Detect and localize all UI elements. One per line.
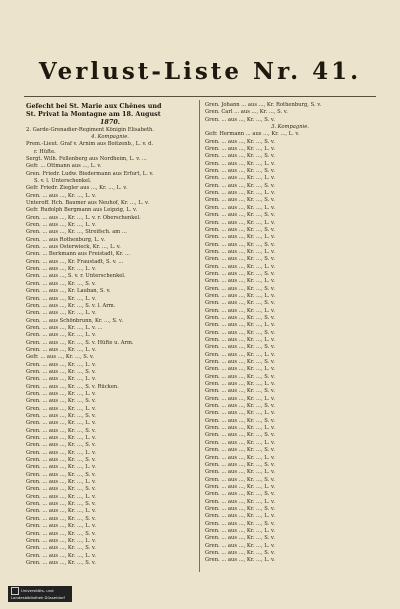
list-entry: Gren. ... aus ..., Kr. ..., S. v. xyxy=(205,256,275,263)
list-entry: Gren. ... aus ..., Kr. ..., L. v. xyxy=(205,292,275,299)
list-entry: Gren. ... aus ..., Kr. ..., S. v. xyxy=(26,457,96,464)
list-entry: Gren. ... aus ..., Kr. ..., L. v. xyxy=(205,425,275,432)
list-entry: Gren. ... aus ..., Kr. ..., L. v. xyxy=(205,204,275,211)
list-entry: Gren. ... aus ..., Kr. ..., S. v. xyxy=(26,280,96,287)
list-entry: Gefr. Friedr. Ziegler aus ..., Kr. ..., L. v. xyxy=(26,185,128,192)
list-entry: Gren. ... aus ..., Kr. ..., L. v. xyxy=(205,439,275,446)
list-entry: Gren. ... aus ..., Kr. ..., S. v. xyxy=(205,300,275,307)
list-entry: Gren. ... aus ..., Kr. ..., L. v. xyxy=(205,410,275,417)
list-entry: Gren. ... aus ..., Kr. ..., S. v. xyxy=(205,476,275,483)
list-entry: Gren. ... aus ..., Kr. ..., S. v. xyxy=(26,471,96,478)
list-entry: Gren. ... aus ..., Kr. ..., L. v. xyxy=(26,361,96,368)
list-entry: Gren. ... aus ..., Kr. ..., S. v. xyxy=(26,442,96,449)
list-entry: Gren. ... aus ..., Kr. ..., L. v. xyxy=(205,483,275,490)
list-entry: Gren. ... aus ..., Kr. ..., S. v. xyxy=(205,491,275,498)
list-entry: Gefr. Hermann ... aus ..., Kr. ..., L. v. xyxy=(205,131,300,138)
list-entry: Gren. ... aus ..., Kr. ..., S. v. xyxy=(205,520,275,527)
list-entry: Gren. ... aus ..., Kr. ..., S. v. xyxy=(205,197,275,204)
list-entry: Gren. ... aus ..., Kr. ..., L. v. xyxy=(26,390,96,397)
list-entry: Gren. ... aus ..., Kr. ..., L. v. xyxy=(26,222,96,229)
list-entry: Gren. ... aus ..., Kr. ..., L. v. xyxy=(26,552,96,559)
list-entry: Gren. ... aus ..., Kr. ..., S. v. xyxy=(205,116,275,123)
list-entry: Gren. ... aus ..., Kr. ..., S. v. xyxy=(205,432,275,439)
column-divider xyxy=(199,100,200,572)
list-entry: Gren. ... aus ..., Kr. ..., S. v. xyxy=(26,515,96,522)
list-entry: Gren. ... aus ..., Kr. ..., L. v. xyxy=(205,175,275,182)
list-entry: Gren. ... aus ..., Kr. ..., S. v. xyxy=(26,413,96,420)
list-entry: Gren. ... aus ..., Kr. ..., L. v. xyxy=(205,513,275,520)
page-title: Verlust-Liste Nr. 41. xyxy=(38,58,362,85)
list-entry: Gren. ... aus ..., Kr. ..., S. v. xyxy=(26,501,96,508)
list-entry: Gren. Friedr. Ludw. Biedermann aus Erfurt, L. v. xyxy=(26,170,154,177)
list-entry: Gren. ... aus ..., Kr. ..., S. v. l. Arm. xyxy=(26,302,116,309)
list-entry: Gren. ... aus ..., Kr. ..., L. v. xyxy=(205,557,275,564)
list-entry: Gren. ... aus ..., Kr. ..., L. v. xyxy=(205,351,275,358)
list-entry: Gren. ... aus ..., Kr. ..., L. v. xyxy=(205,322,275,329)
list-entry: Unteroff. Hch. Baumer aus Neuhof, Kr. ..., L. v. xyxy=(26,200,149,207)
list-entry: Gren. ... aus ..., Kr. ..., S. v. xyxy=(205,226,275,233)
library-logo-line2: Landesbibliothek Düsseldorf xyxy=(11,595,65,600)
list-entry: Gefr. ... Ottmann aus ..., L. v. xyxy=(26,163,102,170)
list-entry: Gren. ... aus ..., Kr. ..., L. v. xyxy=(205,498,275,505)
list-entry: Gren. ... aus ..., Kr. ..., L. v. xyxy=(205,263,275,270)
list-entry: Gren. ... aus ..., Kr. Fraustadt, S. v. ... xyxy=(26,258,124,265)
list-entry: Gren. ... aus ..., Kr. ..., L. v. ... xyxy=(26,324,103,331)
list-entry: Gren. ... aus ..., Kr. ..., L. v. xyxy=(205,395,275,402)
list-entry: Gren. ... aus ..., Kr. ..., S. v. xyxy=(205,241,275,248)
list-entry: Gren. ... aus ..., Kr. ..., L. v. xyxy=(26,493,96,500)
list-entry: Gren. ... aus ..., Kr. ..., L. v. xyxy=(26,508,96,515)
list-entry: Gren. ... aus ..., Kr. ..., S. v. xyxy=(205,168,275,175)
list-entry: Gren. ... aus ..., Kr. ..., S. v. xyxy=(205,417,275,424)
list-entry: Gren. ... aus ..., Kr. ..., L. v. xyxy=(205,454,275,461)
list-entry: Gren. ... aus ..., Kr. ..., L. v. xyxy=(205,469,275,476)
list-entry: Gren. ... aus ..., Kr. ..., S. v. xyxy=(205,549,275,556)
list-entry: Gren. ... aus ..., Kr. ..., L. v. r. Oberschenkel. xyxy=(26,214,141,221)
list-entry: Gren. ... aus ..., Kr. ..., L. v. xyxy=(205,337,275,343)
list-entry: Gren. ... aus ..., Kr. ..., L. v. xyxy=(205,278,275,285)
list-entry: Gren. ... aus ..., Kr. ..., L. v. xyxy=(205,381,275,388)
list-entry: Gren. ... aus ..., Kr. ..., L. v. xyxy=(205,190,275,197)
list-entry: Gren. ... aus ..., Kr. ..., S. v. xyxy=(205,359,275,366)
list-entry: Gren. ... aus ..., Kr. ..., Streifsch. am ... xyxy=(26,229,127,236)
list-entry: Gren. ... aus ..., Kr. ..., S. v. xyxy=(205,153,275,160)
list-entry: Gren. ... aus ..., Kr. ..., L. v. xyxy=(205,219,275,226)
list-entry: Gren. ... aus ..., Kr. ..., S. v. xyxy=(205,329,275,336)
list-entry: Gren. ... aus ..., Kr. ..., L. v. xyxy=(26,420,96,427)
list-entry: 2. Garde-Grenadier-Regiment Königin Elisabeth. xyxy=(26,126,155,133)
list-entry: Gren. ... aus ..., Kr. ..., S. v. xyxy=(205,461,275,468)
library-logo-line1: Universitäts- und xyxy=(21,588,54,593)
list-entry: Gren. ... aus ..., Kr. ..., L. v. xyxy=(205,146,275,153)
list-entry: Gren. ... aus Schönbrunn, Kr. ..., S. v. xyxy=(26,317,124,324)
list-entry: Gren. ... aus ..., Kr. ..., S. v. xyxy=(26,398,96,405)
list-entry: Gren. ... aus ..., Kr. ..., S. v. xyxy=(205,447,275,454)
list-entry: Gren. ... aus ..., Kr. ..., L. v. xyxy=(205,248,275,255)
list-entry: Gren. ... aus ..., Kr. ..., S. v. xyxy=(205,505,275,512)
list-entry: Gren. ... aus ..., Kr. ..., S. v. xyxy=(205,535,275,542)
list-entry: Gren. ... aus ..., Kr. ..., S. v. xyxy=(205,388,275,395)
list-entry: Gren. ... aus ..., Kr. ..., L. v. xyxy=(26,266,96,273)
list-entry: Gefecht bei St. Marie aux Chênes und xyxy=(26,102,162,110)
list-entry: Gren. ... aus ..., Kr. ..., S. v. xyxy=(205,314,275,321)
list-entry: Gefr. ... aus ..., Kr. ..., S. v. xyxy=(26,354,94,361)
list-entry: Sergt. Wilh. Fellenberg aus Nordheim, L. v. ... xyxy=(26,155,147,162)
right-column xyxy=(205,102,375,565)
list-entry: Gren. ... aus ..., S. v. r. Unterschenkel. xyxy=(26,273,126,280)
list-entry: Gren. ... aus ..., Kr. ..., S. v. xyxy=(26,530,96,537)
list-entry: Gren. ... Berkmann aus Freistadt, Kr. ... xyxy=(26,251,130,258)
list-entry: Gren. ... aus ..., Kr. ..., L. v. xyxy=(26,346,96,353)
left-column xyxy=(26,102,194,567)
list-entry: Gren. ... aus ..., Kr. ..., S. v. xyxy=(26,427,96,434)
list-entry: Gren. ... aus ..., Kr. ..., L. v. xyxy=(205,366,275,373)
library-logo-icon xyxy=(11,587,19,595)
list-entry: Gren. ... aus ..., Kr. ..., L. v. xyxy=(26,332,96,339)
list-entry: Gren. ... aus ..., Kr. ..., S. v. xyxy=(205,373,275,380)
list-entry: Gren. ... aus ..., Kr. ..., L. v. xyxy=(26,295,96,302)
list-entry: S. v. l. Unterschenkel. xyxy=(34,178,92,185)
list-entry: Gren. ... aus ..., Kr. ..., L. v. xyxy=(26,523,96,530)
list-entry: Gren. ... aus ..., Kr. ..., S. v. xyxy=(205,182,275,189)
list-entry: Gren. ... aus ..., Kr. ..., L. v. xyxy=(26,479,96,486)
list-entry: Gren. ... aus ..., Kr. ..., L. v. xyxy=(26,537,96,544)
list-entry: 3. Kompagnie. xyxy=(271,124,309,131)
list-entry: Gren. ... aus ..., Kr. ..., L. v. xyxy=(26,435,96,442)
list-entry: 1870. xyxy=(99,118,120,127)
list-entry: Gren. ... aus ..., Kr. ..., L. v. xyxy=(26,376,96,383)
list-entry: Gren. ... aus ..., Kr. ..., S. v. xyxy=(205,344,275,351)
list-entry: Gren. ... aus Osterwieck, Kr. ..., L. v. xyxy=(26,244,121,251)
list-entry: Gren. ... aus ..., Kr. ..., L. v. xyxy=(26,464,96,471)
list-entry: Gren. ... aus ..., Kr. ..., L. v. xyxy=(205,234,275,241)
list-entry: St. Privat la Montagne am 18. August xyxy=(26,110,161,119)
list-entry: Gren. ... aus ..., Kr. ..., S. v. Hüfte u. Arm. xyxy=(26,339,134,346)
list-entry: Gren. ... aus ..., Kr. ..., S. v. Rücken. xyxy=(26,383,119,390)
list-entry: Gren. ... aus ..., Kr. ..., L. v. xyxy=(205,160,275,167)
list-entry: Gren. ... aus ..., Kr. ..., L. v. xyxy=(205,527,275,534)
list-entry: Gren. ... aus ..., Kr. ..., S. v. xyxy=(205,403,275,410)
list-entry: Gren. Carl ... aus ..., Kr. ..., S. v. xyxy=(205,109,288,116)
list-entry: r. Hüfte. xyxy=(34,148,56,155)
list-entry: Gren. ... aus ..., Kr. ..., S. v. xyxy=(205,212,275,219)
list-entry: Gren. ... aus ..., Kr. ..., S. v. xyxy=(26,559,96,566)
list-entry: Gren. ... aus ..., Kr. ..., S. v. xyxy=(205,138,275,145)
list-entry: Prem.-Lieut. Graf v. Arnim aus Boitzenb., L. v. d. xyxy=(26,141,154,148)
list-entry: Gren. ... aus ..., Kr. ..., S. v. xyxy=(26,486,96,493)
list-entry: Gren. ... aus ..., Kr. ..., L. v. xyxy=(26,449,96,456)
header-rule xyxy=(24,96,376,97)
list-entry: 4. Kompagnie. xyxy=(91,133,129,140)
list-entry: Gren. ... aus ..., Kr. ..., L. v. xyxy=(26,192,96,199)
list-entry: Gren. ... aus Rothenburg, L. v. xyxy=(26,236,106,243)
list-entry: Gren. ... aus ..., Kr. ..., L. v. xyxy=(205,307,275,314)
list-entry: Gefr. Rudolph Bergmann aus Leipzig, L. v. xyxy=(26,207,137,214)
list-entry: Gren. ... aus ..., Kr. ..., S. v. xyxy=(205,285,275,292)
list-entry: Gren. ... aus ..., Kr. ..., L. v. xyxy=(26,310,96,317)
list-entry: Gren. ... aus ..., Kr. ..., S. v. xyxy=(26,545,96,552)
list-entry: Gren. ... aus ..., Kr. ..., L. v. xyxy=(205,542,275,549)
library-logo xyxy=(8,586,72,602)
list-entry: Gren. ... aus ..., Kr. ..., S. v. xyxy=(205,270,275,277)
list-entry: Gren. ... aus ..., Kr. Lauban, S. v. xyxy=(26,288,111,295)
list-entry: Gren. ... aus ..., Kr. ..., L. v. xyxy=(26,405,96,412)
list-entry: Gren. Johann ... aus ..., Kr. Rothenburg, S. v. xyxy=(205,102,322,108)
list-entry: Gren. ... aus ..., Kr. ..., S. v. xyxy=(26,368,96,375)
